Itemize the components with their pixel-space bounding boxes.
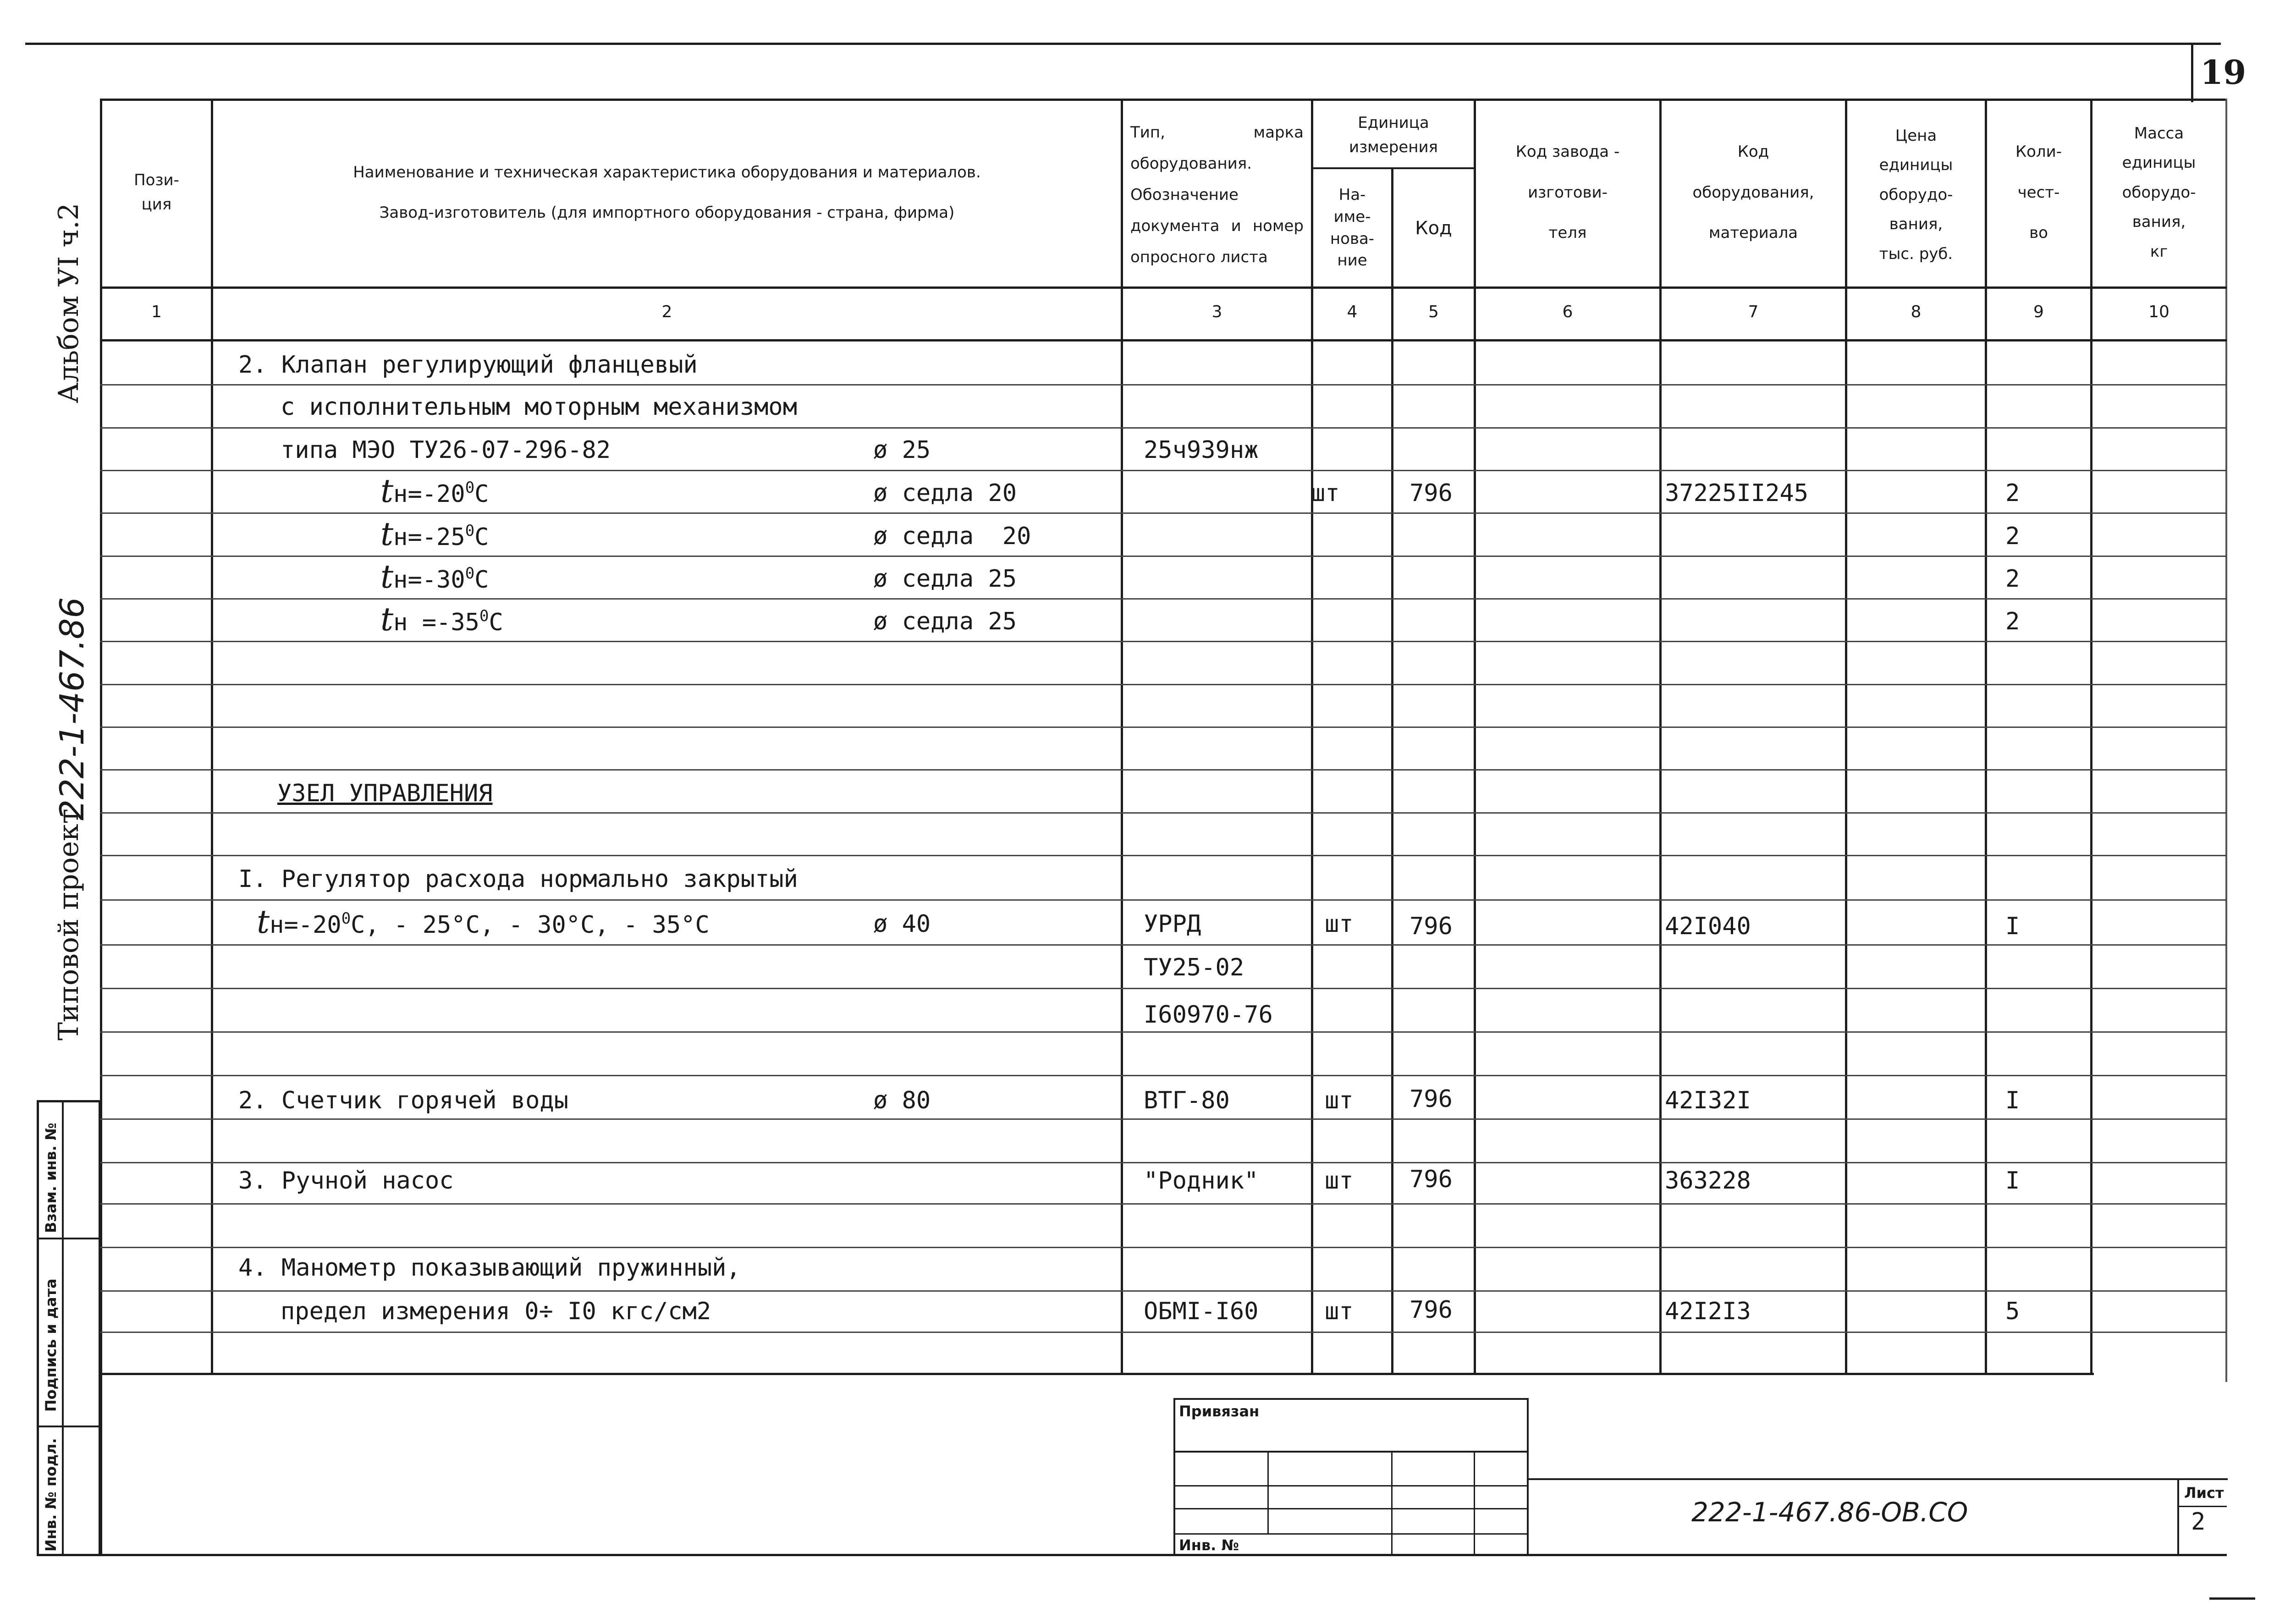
sheet-box-hline: [2177, 1506, 2227, 1507]
row-line: [100, 769, 2227, 771]
bind-box-vline: [1474, 1451, 1475, 1556]
bind-box-vline: [1391, 1451, 1393, 1556]
item-qty: 5: [2005, 1298, 2020, 1325]
col-line-3: [1311, 99, 1313, 1373]
item-unit: шт: [1325, 910, 1354, 938]
header-plant-code: Код завода - изготови- теля: [1515, 143, 1620, 242]
header-unit-group: Единица измерения: [1349, 114, 1438, 156]
header-unit-code: Код: [1415, 217, 1452, 239]
item-qty: 2: [2005, 523, 2020, 550]
section-heading: УЗЕЛ УПРАВЛЕНИЯ: [277, 780, 493, 807]
bind-box-title: Привязан: [1179, 1403, 1260, 1420]
item-equip-code: 42I040: [1665, 913, 1751, 940]
row-line: [100, 944, 2227, 946]
item-qty: 2: [2005, 565, 2020, 593]
item-name: предел измерения 0÷ I0 кгс/см2: [281, 1298, 711, 1325]
document-code: 222-1-467.86-ОВ.СО: [1691, 1497, 1968, 1528]
row-line: [100, 556, 2227, 557]
album-label: Альбом УI ч.2: [53, 203, 85, 403]
item-name: 3. Ручной насос: [238, 1167, 454, 1195]
col-line-1: [211, 99, 213, 1373]
item-type: УРРД: [1144, 910, 1201, 938]
item-name: с исполнительным моторным механизмом: [281, 393, 798, 421]
item-unit: шт: [1311, 479, 1340, 507]
item-unit: шт: [1325, 1298, 1354, 1325]
item-temperature: $tн=-25^0С$: [380, 515, 489, 553]
col-number: 7: [1748, 303, 1759, 321]
item-type: I60970-76: [1144, 1001, 1273, 1029]
row-line: [100, 512, 2227, 514]
project-type-label: Типовой проект: [53, 809, 85, 1040]
header-equip-code: Код оборудования, материала: [1692, 143, 1814, 242]
item-temperature: $tн=-30^0С$: [380, 558, 489, 595]
col-number: 4: [1347, 303, 1358, 321]
row-line: [100, 384, 2227, 385]
bind-box-inv: Инв. №: [1179, 1536, 1239, 1554]
item-unit: шт: [1325, 1087, 1354, 1114]
col-line-2: [1121, 99, 1123, 1373]
col-line-7: [1845, 99, 1847, 1373]
left-stamp-hline: [37, 1426, 101, 1427]
bind-box-vline: [1267, 1451, 1269, 1533]
col-number: 9: [2033, 303, 2044, 321]
row-line: [100, 1290, 2227, 1292]
page-number: 19: [2200, 53, 2246, 92]
title-block-top-line: [1529, 1478, 2228, 1480]
item-unit-code: 796: [1410, 913, 1453, 940]
item-temperature: $tн=-20^0С$: [380, 472, 489, 510]
unit-group-line: [1311, 167, 1476, 169]
item-type: ВТГ-80: [1144, 1087, 1230, 1114]
item-unit-code: 796: [1410, 1085, 1453, 1113]
item-equip-code: 37225II245: [1665, 479, 1809, 507]
item-unit: шт: [1325, 1167, 1354, 1195]
project-number-label: 222-1-467.86: [53, 597, 91, 820]
item-diameter: ø 25: [873, 436, 931, 464]
row-line: [100, 1332, 2227, 1333]
item-unit-code: 796: [1410, 1296, 1453, 1324]
stamp-replaced-inv: Взам. инв. №: [42, 1123, 60, 1233]
item-diameter: ø седла 25: [873, 565, 1017, 593]
bind-box-hline: [1173, 1533, 1529, 1535]
item-equip-code: 363228: [1665, 1167, 1751, 1195]
col-number: 3: [1211, 303, 1222, 321]
header-unit-name: На- име- нова- ние: [1330, 186, 1375, 270]
col-line-8: [1985, 99, 1987, 1373]
header-name: Наименование и техническая характеристика оборудования и материалов. Завод-изготовитель (для импортного оборудования - страна, фирма): [353, 163, 981, 222]
col-number: 1: [151, 303, 162, 321]
colnum-bottom-line: [100, 339, 2227, 341]
item-type: ОБМI-I60: [1144, 1298, 1259, 1325]
row-line: [100, 812, 2227, 814]
row-line: [100, 1118, 2227, 1120]
col-number: 10: [2148, 303, 2169, 321]
item-qty: 2: [2005, 479, 2020, 507]
header-bottom-line: [100, 286, 2227, 289]
col-line-5: [1474, 99, 1476, 1373]
col-line-9: [2090, 99, 2092, 1373]
item-diameter: ø 80: [873, 1087, 931, 1114]
item-type: "Родник": [1144, 1167, 1259, 1195]
col-number: 5: [1428, 303, 1439, 321]
row-line: [100, 427, 2227, 429]
item-qty: I: [2005, 913, 2020, 940]
left-stamp-vline: [62, 1100, 64, 1556]
item-name: 4. Манометр показывающий пружинный,: [238, 1254, 741, 1282]
item-diameter: ø 40: [873, 910, 931, 938]
left-stamp-hline: [37, 1238, 101, 1239]
row-line: [100, 684, 2227, 685]
item-unit-code: 796: [1410, 1166, 1453, 1193]
row-line: [100, 1031, 2227, 1033]
item-qty: 2: [2005, 608, 2020, 635]
row-line: [100, 855, 2227, 856]
row-line: [100, 899, 2227, 901]
row-line: [100, 1203, 2227, 1205]
item-temperature: $tн=-20^0С$, - 25°С, - 30°С, - 35°С: [257, 903, 710, 941]
top-border: [25, 43, 2221, 45]
stamp-orig-inv: Инв. № подл.: [42, 1438, 60, 1552]
row-line: [100, 727, 2227, 728]
row-line: [100, 470, 2227, 471]
item-qty: I: [2005, 1087, 2020, 1114]
col-line-6: [1659, 99, 1662, 1373]
item-name: I. Регулятор расхода нормально закрытый: [238, 865, 798, 893]
item-diameter: ø седла 25: [873, 608, 1017, 635]
col-number: 8: [1911, 303, 1922, 321]
sheet-label: Лист: [2184, 1484, 2224, 1502]
header-qty: Коли- чест- во: [2015, 143, 2062, 242]
item-name: 2. Клапан регулирующий фланцевый: [238, 351, 698, 379]
item-temperature: tн $=-35^0С$: [380, 600, 503, 638]
item-qty: I: [2005, 1167, 2020, 1195]
right-frame-line: [2225, 99, 2227, 1382]
header-mass: Масса единицы оборудо- вания, кг: [2122, 124, 2196, 261]
item-type: ТУ25-02: [1144, 954, 1244, 981]
item-name: 2. Счетчик горячей воды: [238, 1087, 569, 1114]
table-bottom-line: [100, 1373, 2094, 1375]
item-name: типа МЭО ТУ26-07-296-82: [281, 436, 611, 464]
item-unit-code: 796: [1410, 479, 1453, 507]
col-number: 6: [1562, 303, 1573, 321]
row-line: [100, 1075, 2227, 1076]
corner-mark: [2209, 1597, 2255, 1600]
page-number-divider: [2191, 43, 2193, 102]
row-line: [100, 1162, 2227, 1163]
bind-box: [1173, 1398, 1529, 1556]
item-equip-code: 42I2I3: [1665, 1298, 1751, 1325]
header-price: Цена единицы оборудо- вания, тыс. руб.: [1879, 126, 1953, 263]
col-number: 2: [661, 303, 672, 321]
item-diameter: ø седла 20: [873, 479, 1017, 507]
header-position: Пози- ция: [134, 171, 179, 214]
item-equip-code: 42I32I: [1665, 1087, 1751, 1114]
row-line: [100, 988, 2227, 989]
item-diameter: ø седла 20: [873, 523, 1031, 550]
row-line: [100, 1247, 2227, 1248]
row-line: [100, 598, 2227, 600]
sheet-number: 2: [2191, 1508, 2206, 1536]
bind-box-hline: [1173, 1508, 1529, 1509]
stamp-sign-date: Подпись и дата: [42, 1278, 60, 1412]
bind-box-hline: [1173, 1485, 1529, 1486]
row-line: [100, 641, 2227, 642]
item-type: 25ч939нж: [1144, 436, 1259, 464]
bind-box-hline: [1173, 1451, 1529, 1453]
header-type: Тип, марка оборудования. Обозначение документа и номер опросного листа: [1130, 123, 1304, 266]
